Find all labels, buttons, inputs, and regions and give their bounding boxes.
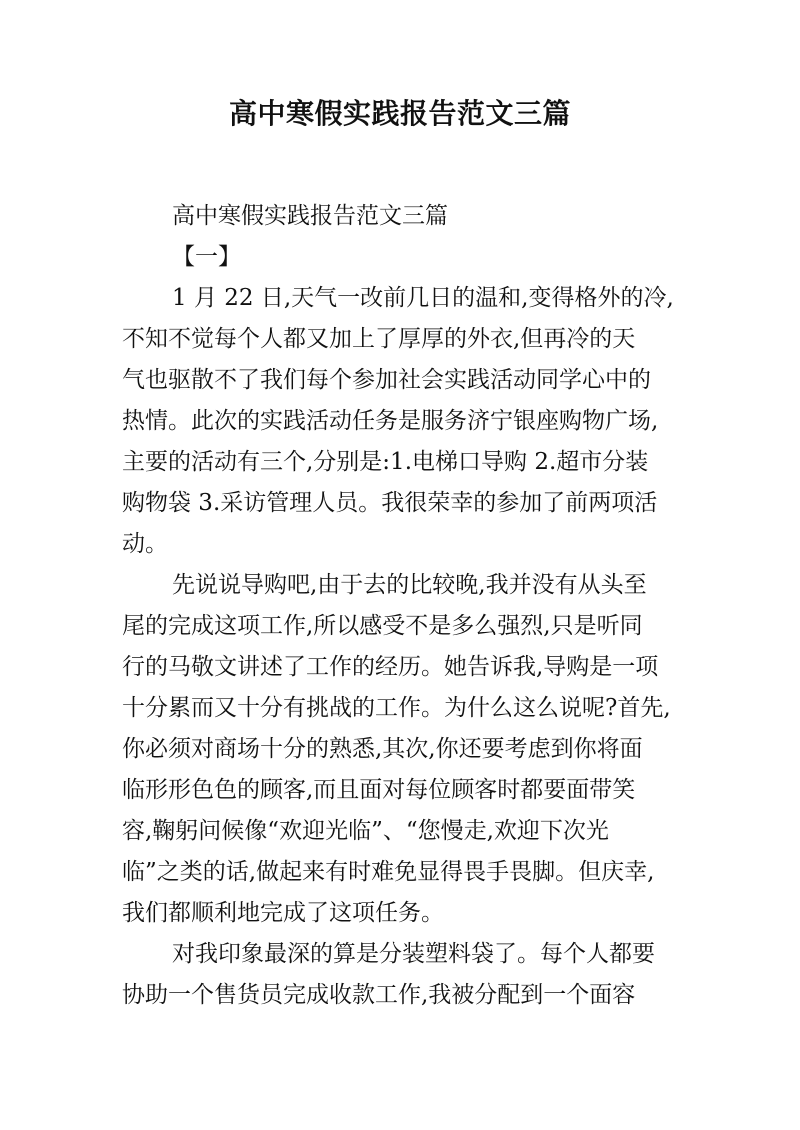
paragraph-line: 容,鞠躬问候像“欢迎光临”、“您慢走,欢迎下次光 [122,818,609,844]
paragraph-line: 先说说导购吧,由于去的比较晚,我并没有从头至 [172,572,647,598]
paragraph-line: 临”之类的话,做起来有时难免显得畏手畏脚。但庆幸, [122,859,655,885]
paragraph-line: 行的马敬文讲述了工作的经历。她告诉我,导购是一项 [122,654,659,680]
paragraph-line: 对我印象最深的算是分装塑料袋了。每个人都要 [172,941,655,967]
paragraph-line: 协助一个售货员完成收款工作,我被分配到一个面容 [122,982,636,1008]
paragraph-line: 购物袋 3.采访管理人员。我很荣幸的参加了前两项活 [122,490,658,516]
paragraph-line: 动。 [122,531,168,557]
paragraph-line: 主要的活动有三个,分别是:1.电梯口导购 2.超市分装 [122,449,649,475]
document-body [122,196,684,1016]
paragraph-line: 1 月 22 日,天气一改前几日的温和,变得格外的冷, [172,285,674,311]
paragraph-line: 热情。此次的实践活动任务是服务济宁银座购物广场, [122,408,659,434]
paragraph-line: 十分累而又十分有挑战的工作。为什么这么说呢?首先, [122,695,671,721]
paragraph-line: 不知不觉每个人都又加上了厚厚的外衣,但再冷的天 [122,326,636,352]
paragraph-3 [122,934,684,1016]
paragraph-2 [122,565,684,934]
section-marker: 【一】 [172,244,241,270]
paragraph-line: 气也驱散不了我们每个参加社会实践活动同学心中的 [122,367,651,393]
document-title: 高中寒假实践报告范文三篇 [228,97,571,130]
document-subtitle: 高中寒假实践报告范文三篇 [172,203,448,229]
paragraph-line: 你必须对商场十分的熟悉,其次,你还要考虑到你将面 [122,736,643,762]
paragraph-line: 尾的完成这项工作,所以感受不是多么强烈,只是听同 [122,613,643,639]
paragraph-line: 临形形色色的顾客,而且面对每位顾客时都要面带笑 [122,777,636,803]
paragraph-1 [122,278,684,565]
paragraph-line: 我们都顺利地完成了这项任务。 [122,900,444,926]
